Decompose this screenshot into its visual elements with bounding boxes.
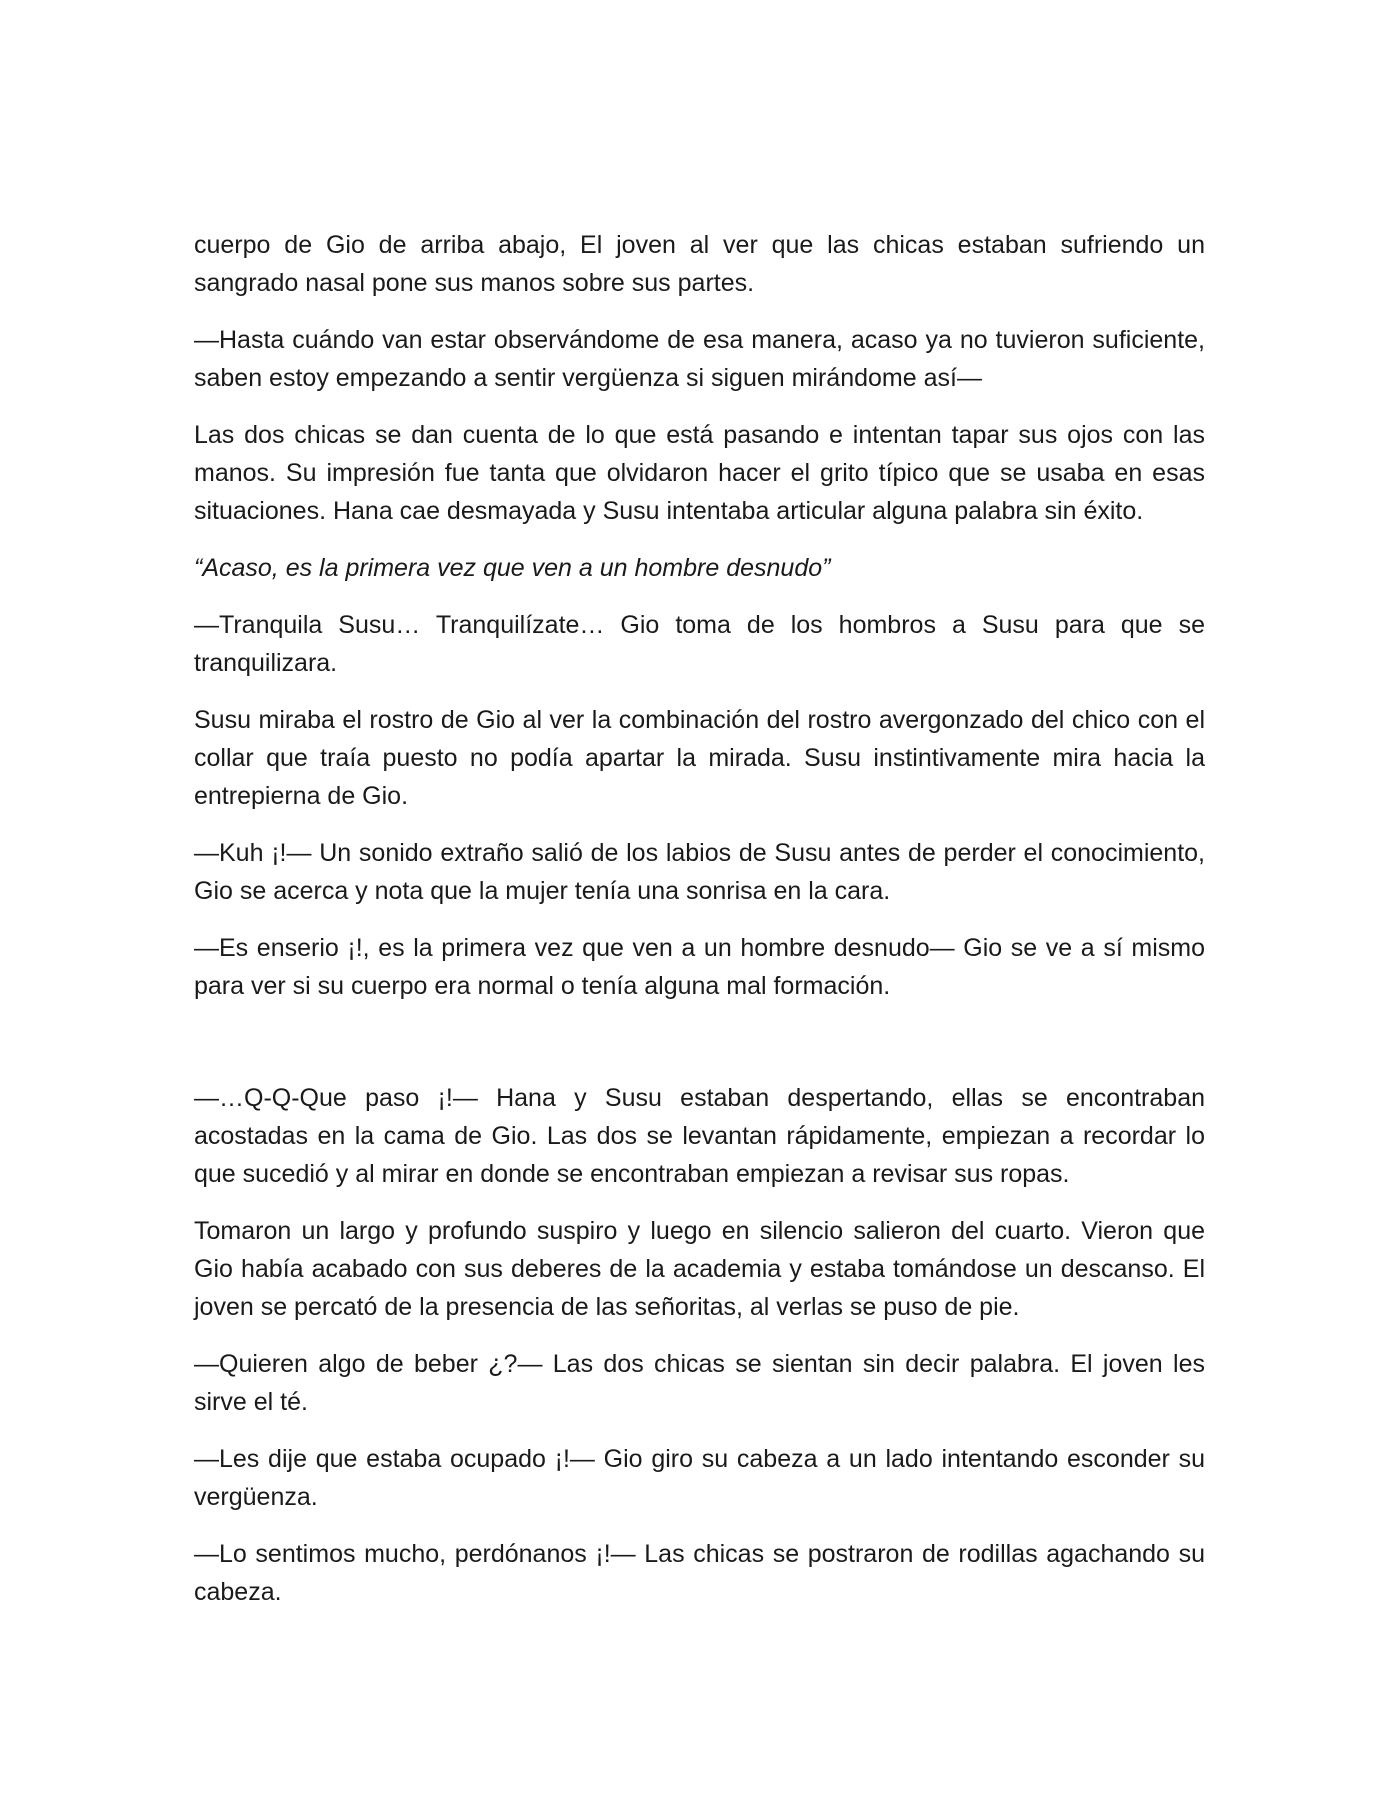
paragraph: —Es enserio ¡!, es la primera vez que ven a un hombre desnudo— Gio se ve a sí mismo para ver si su cuerpo era normal o tenía alguna mal formación.	[194, 934, 1205, 1000]
section-break	[194, 1024, 1205, 1079]
paragraph: Las dos chicas se dan cuenta de lo que está pasando e intentan tapar sus ojos con las manos. Su impresión fue tanta que olvidaron hacer el grito típico que se usaba en esas situaciones. Hana cae desmayada y Susu intentaba articular alguna palabra sin éxito.	[194, 421, 1205, 525]
paragraph: —Tranquila Susu… Tranquilízate… Gio toma de los hombros a Susu para que se tranquilizara.	[194, 611, 1205, 677]
paragraph: —Kuh ¡!— Un sonido extraño salió de los labios de Susu antes de perder el conocimiento, Gio se acerca y nota que la mujer tenía una sonrisa en la cara.	[194, 839, 1205, 905]
italic-quote: “Acaso, es la primera vez que ven a un hombre desnudo”	[194, 554, 831, 582]
paragraph: —Lo sentimos mucho, perdónanos ¡!— Las chicas se postraron de rodillas agachando su cabeza.	[194, 1540, 1205, 1606]
paragraph: —Quieren algo de beber ¿?— Las dos chicas se sientan sin decir palabra. El joven les sirve el té.	[194, 1350, 1205, 1416]
paragraph: —Les dije que estaba ocupado ¡!— Gio giro su cabeza a un lado intentando esconder su vergüenza.	[194, 1445, 1205, 1511]
paragraph: Susu miraba el rostro de Gio al ver la combinación del rostro avergonzado del chico con el collar que traía puesto no podía apartar la mirada. Susu instintivamente mira hacia la entrepierna de Gio.	[194, 706, 1205, 810]
paragraph: cuerpo de Gio de arriba abajo, El joven al ver que las chicas estaban sufriendo un sangrado nasal pone sus manos sobre sus partes.	[194, 231, 1205, 297]
paragraph: —…Q-Q-Que paso ¡!— Hana y Susu estaban despertando, ellas se encontraban acostadas en la cama de Gio. Las dos se levantan rápidamente, empiezan a recordar lo que sucedió y al mirar en donde se encontraban empiezan a revisar sus ropas.	[194, 1084, 1205, 1188]
paragraph: —Hasta cuándo van estar observándome de esa manera, acaso ya no tuvieron suficiente, saben estoy empezando a sentir vergüenza si siguen mirándome así—	[194, 326, 1205, 392]
body-text	[194, 226, 1205, 1630]
paragraph: Tomaron un largo y profundo suspiro y luego en silencio salieron del cuarto. Vieron que Gio había acabado con sus deberes de la academia y estaba tomándose un descanso. El joven se percató de la presencia de las señoritas, al verlas se puso de pie.	[194, 1217, 1205, 1321]
